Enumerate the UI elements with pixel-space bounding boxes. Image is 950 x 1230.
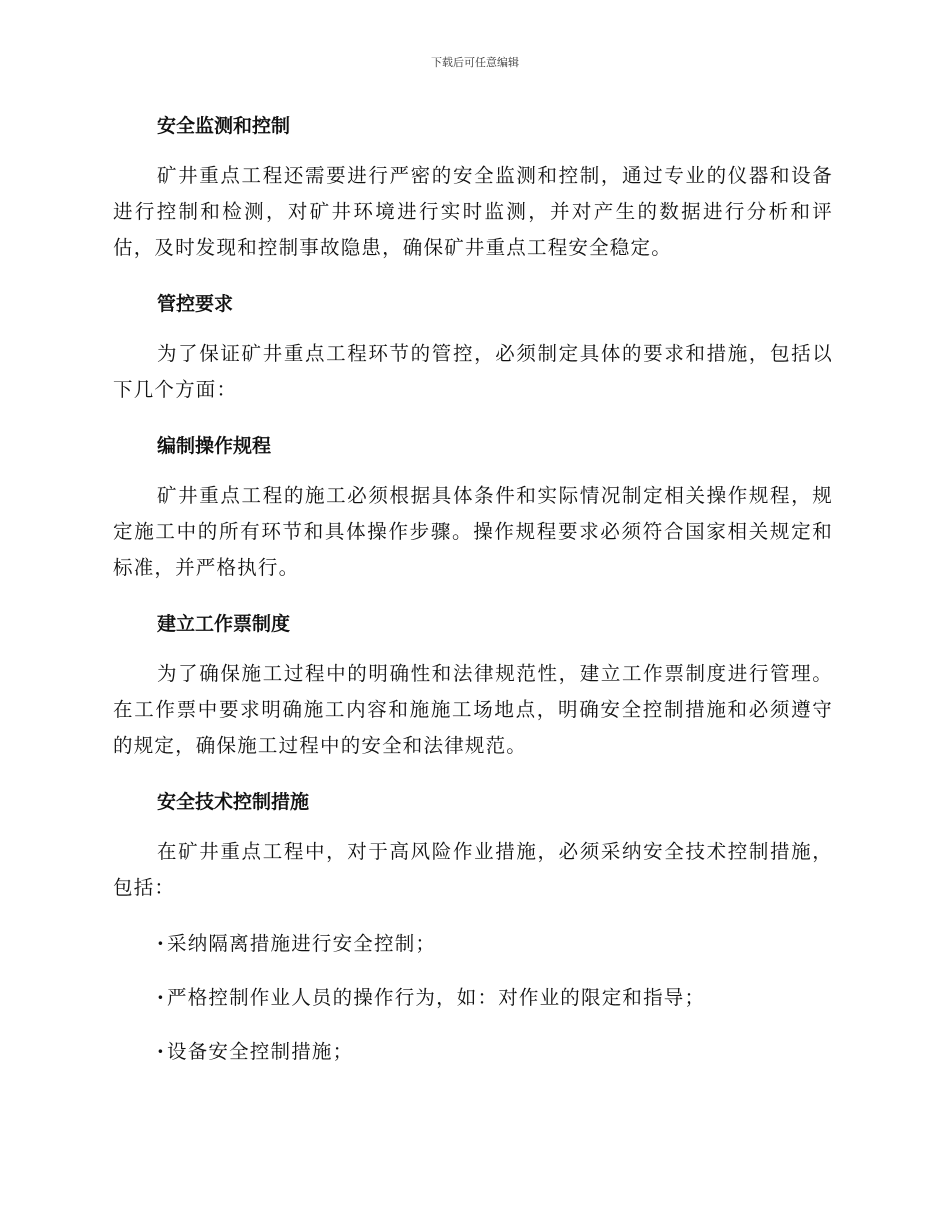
section-paragraph-safety-monitoring: 矿井重点工程还需要进行严密的安全监测和控制，通过专业的仪器和设备进行控制和检测，对矿井环境进行实时监测，并对产生的数据进行分析和评估，及时发现和控制事故隐患，确保矿井重点工程安全稳定。 — [113, 164, 833, 259]
list-item-text: 采纳隔离措施进行安全控制； — [167, 932, 437, 955]
bullet-marker: · — [157, 932, 165, 955]
section-heading-operating-procedures: 编制操作规程 — [157, 435, 272, 457]
section-heading-work-ticket-system: 建立工作票制度 — [157, 613, 291, 635]
page-header: 下载后可任意编辑 — [431, 56, 519, 69]
section-heading-safety-monitoring: 安全监测和控制 — [157, 115, 291, 137]
list-item — [113, 926, 833, 962]
bullet-marker: · — [157, 986, 165, 1009]
list-item — [113, 980, 833, 1016]
section-paragraph-technical-measures: 在矿井重点工程中，对于高风险作业措施，必须采纳安全技术控制措施，包括： — [113, 840, 833, 899]
bullet-marker: · — [157, 1040, 165, 1063]
section-paragraph-control-requirements: 为了保证矿井重点工程环节的管控，必须制定具体的要求和措施，包括以下几个方面： — [113, 342, 833, 401]
document-body — [113, 108, 833, 1088]
section-paragraph-operating-procedures: 矿井重点工程的施工必须根据具体条件和实际情况制定相关操作规程，规定施工中的所有环节和具体操作步骤。操作规程要求必须符合国家相关规定和标准，并严格执行。 — [113, 484, 833, 579]
section-heading-control-requirements: 管控要求 — [157, 293, 234, 315]
list-item-text: 设备安全控制措施； — [167, 1040, 354, 1063]
section-heading-technical-measures: 安全技术控制措施 — [157, 791, 310, 813]
section-paragraph-work-ticket-system: 为了确保施工过程中的明确性和法律规范性，建立工作票制度进行管理。在工作票中要求明确施工内容和施施工场地点，明确安全控制措施和必须遵守的规定，确保施工过程中的安全和法律规范。 — [113, 662, 833, 757]
list-item — [113, 1034, 833, 1070]
list-item-text: 严格控制作业人员的操作行为，如：对作业的限定和指导； — [167, 986, 706, 1009]
